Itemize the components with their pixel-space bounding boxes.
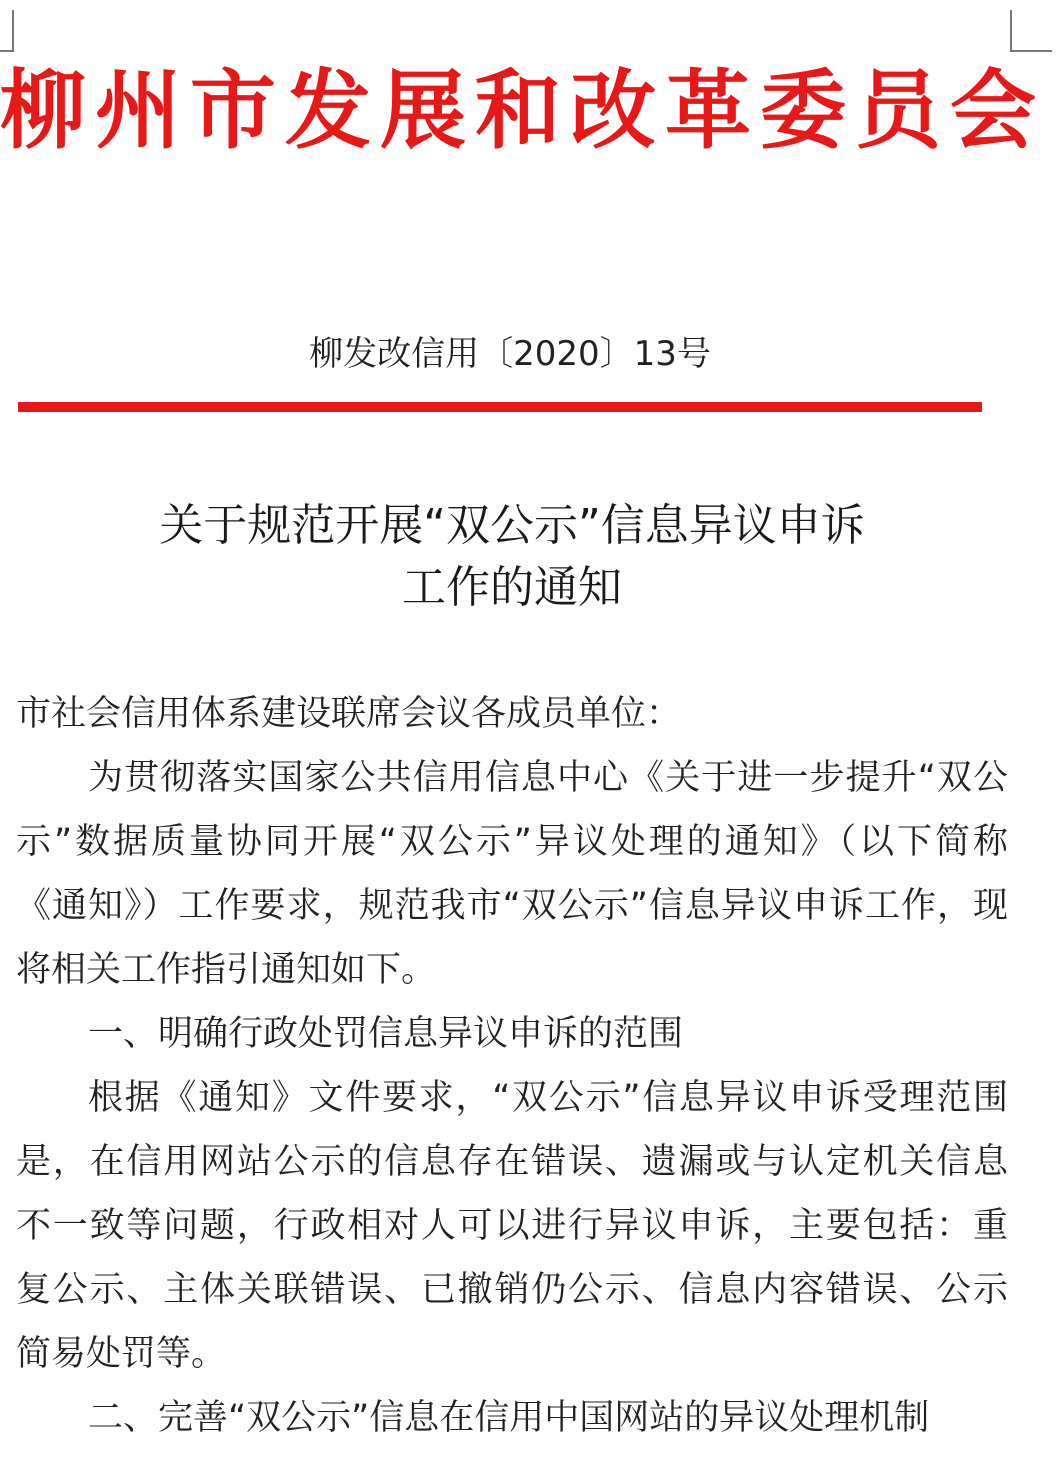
body-line: 为贯彻落实国家公共信用信息中心《关于进一步提升“双公 xyxy=(88,758,1008,798)
section-heading-2: 二、完善“双公示”信息在信用中国网站的异议处理机制 xyxy=(88,1398,930,1438)
body-line: 《通知》）工作要求，规范我市“双公示”信息异议申诉工作，现 xyxy=(16,886,1008,926)
body-line: 复公示、主体关联错误、已撤销仍公示、信息内容错误、公示 xyxy=(16,1270,1008,1310)
red-divider-line xyxy=(18,402,982,412)
body-line: 将相关工作指引通知如下。 xyxy=(16,950,437,990)
notice-body xyxy=(16,682,1008,1450)
notice-title-line-2: 工作的通知 xyxy=(402,562,622,613)
document-number: 柳发改信用〔2020〕13号 xyxy=(309,334,711,374)
section-heading-1: 一、明确行政处罚信息异议申诉的范围 xyxy=(88,1014,684,1054)
body-line: 简易处罚等。 xyxy=(16,1334,227,1374)
notice-title xyxy=(0,495,1024,619)
body-line: 是，在信用网站公示的信息存在错误、遗漏或与认定机关信息 xyxy=(16,1142,1008,1182)
body-line: 根据《通知》文件要求，“双公示”信息异议申诉受理范围 xyxy=(88,1078,1008,1118)
notice-title-line-1: 关于规范开展“双公示”信息异议申诉 xyxy=(159,500,865,551)
crop-mark-top-left xyxy=(0,10,14,52)
crop-mark-top-right xyxy=(1010,10,1052,52)
body-line: 不一致等问题，行政相对人可以进行异议申诉，主要包括：重 xyxy=(16,1206,1008,1246)
organization-header: 柳州市发展和改革委员会 xyxy=(0,61,1045,161)
body-line: 示”数据质量协同开展“双公示”异议处理的通知》（以下简称 xyxy=(16,822,1008,862)
salutation-line: 市社会信用体系建设联席会议各成员单位： xyxy=(16,694,682,734)
